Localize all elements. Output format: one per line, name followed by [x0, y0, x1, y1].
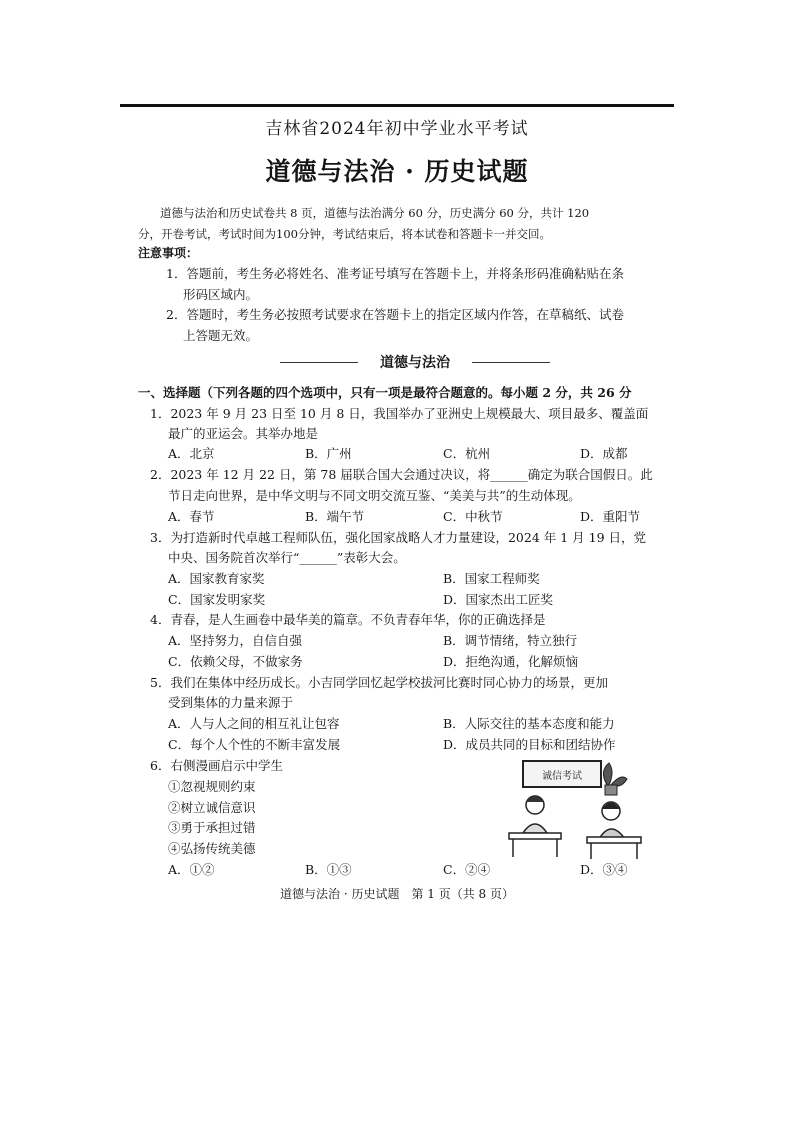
q2-option-d: D．重阳节: [580, 509, 641, 524]
page-title: 道德与法治 · 历史试题: [265, 157, 529, 186]
q4-option-d: D．拒绝沟通，化解烦恼: [443, 654, 579, 669]
q5-option-c: C．每个人个性的不断丰富发展: [168, 737, 341, 752]
q5-line-1: 5．我们在集体中经历成长。小吉同学回忆起学校拔河比赛时同心协力的场景，更加: [150, 675, 608, 690]
q5-option-d: D．成员共同的目标和团结协作: [443, 737, 616, 752]
q6-line-1: 6．右侧漫画启示中学生: [150, 758, 283, 773]
part-title: 一、选择题（下列各题的四个选项中，只有一项是最符合题意的。每小题 2 分，共 26 分: [138, 385, 632, 400]
section-title: [280, 352, 550, 372]
q2-line-1: 2．2023 年 12 月 22 日，第 78 届联合国大会通过决议，将______确定为联合国假日。此: [150, 467, 653, 482]
left-student-hair: [526, 796, 544, 802]
note-1-line-1: 1．答题前，考生务必将姓名、准考证号填写在答题卡上，并将条形码准确粘贴在条: [166, 266, 624, 281]
q6-statement-3: ③勇于承担过错: [168, 820, 256, 835]
q4-line-1: 4．青春，是人生画卷中最华美的篇章。不负青春年华，你的正确选择是: [150, 612, 546, 627]
q3-option-b: B．国家工程师奖: [443, 571, 540, 586]
q5-option-b: B．人际交往的基本态度和能力: [443, 716, 615, 731]
left-student-body: [523, 824, 547, 833]
q6-statement-1: ①忽视规则约束: [168, 779, 256, 794]
intro-line-1: 道德与法治和历史试卷共 8 页，道德与法治满分 60 分，历史满分 60 分，共计 120: [160, 206, 590, 220]
q3-option-d: D．国家杰出工匠奖: [443, 592, 554, 607]
right-student-hair: [602, 803, 620, 810]
q4-option-c: C．依赖父母，不做家务: [168, 654, 303, 669]
q6-option-c: C．②④: [443, 862, 491, 877]
exam-name: 吉林省2024年初中学业水平考试: [265, 119, 529, 139]
q6-statement-4: ④弘扬传统美德: [168, 841, 256, 856]
cartoon-illustration: [495, 755, 645, 860]
q1-option-c: C．杭州: [443, 446, 491, 461]
q1-option-a: A．北京: [168, 446, 215, 461]
q1-line-2: 最广的亚运会。其举办地是: [168, 426, 319, 441]
q6-option-b: B．①③: [305, 862, 352, 877]
note-1-line-2: 形码区域内。: [183, 287, 259, 302]
section-line-right: [472, 362, 550, 363]
q1-option-b: B．广州: [305, 446, 352, 461]
q6-statement-2: ②树立诚信意识: [168, 800, 256, 815]
q2-option-a: A．春节: [168, 509, 215, 524]
q6-option-d: D．③④: [580, 862, 628, 877]
blackboard-text: 诚信考试: [542, 771, 582, 782]
cartoon-svg: [495, 755, 645, 860]
note-2-line-1: 2．答题时，考生务必按照考试要求在答题卡上的指定区域内作答，在草稿纸、试卷: [166, 307, 624, 322]
q2-line-2: 节日走向世界，是中华文明与不同文明交流互鉴、“美美与共”的生动体现。: [168, 488, 581, 503]
right-desk: [587, 837, 641, 843]
q5-line-2: 受到集体的力量来源于: [168, 695, 294, 710]
q3-line-2: 中央、国务院首次举行“______”表彰大会。: [168, 550, 406, 565]
plant-pot: [605, 785, 617, 795]
q3-option-a: A．国家教育家奖: [168, 571, 265, 586]
top-rule: [120, 104, 674, 107]
q1-line-1: 1．2023 年 9 月 23 日至 10 月 8 日，我国举办了亚洲史上规模最大、项目最多、覆盖面: [150, 406, 649, 421]
q4-option-b: B．调节情绪，特立独行: [443, 633, 578, 648]
q3-line-1: 3．为打造新时代卓越工程师队伍，强化国家战略人才力量建设，2024 年 1 月 19 日，党: [150, 530, 646, 545]
q3-option-c: C．国家发明家奖: [168, 592, 266, 607]
q1-option-d: D．成都: [580, 446, 628, 461]
note-2-line-2: 上答题无效。: [183, 328, 259, 343]
notes-label: 注意事项：: [138, 246, 199, 260]
q6-option-a: A．①②: [168, 862, 215, 877]
q4-option-a: A．坚持努力，自信自强: [168, 633, 303, 648]
plant-icon: [603, 763, 627, 786]
q2-option-c: C．中秋节: [443, 509, 503, 524]
q5-option-a: A．人与人之间的相互礼让包容: [168, 716, 340, 731]
page-footer: 道德与法治 · 历史试题 第 1 页（共 8 页）: [280, 887, 514, 901]
q2-option-b: B．端午节: [305, 509, 365, 524]
intro-line-2: 分，开卷考试，考试时间为100分钟，考试结束后，将本试卷和答题卡一并交回。: [138, 227, 551, 241]
section-title-text: 道德与法治: [380, 355, 450, 371]
left-desk: [509, 833, 561, 839]
